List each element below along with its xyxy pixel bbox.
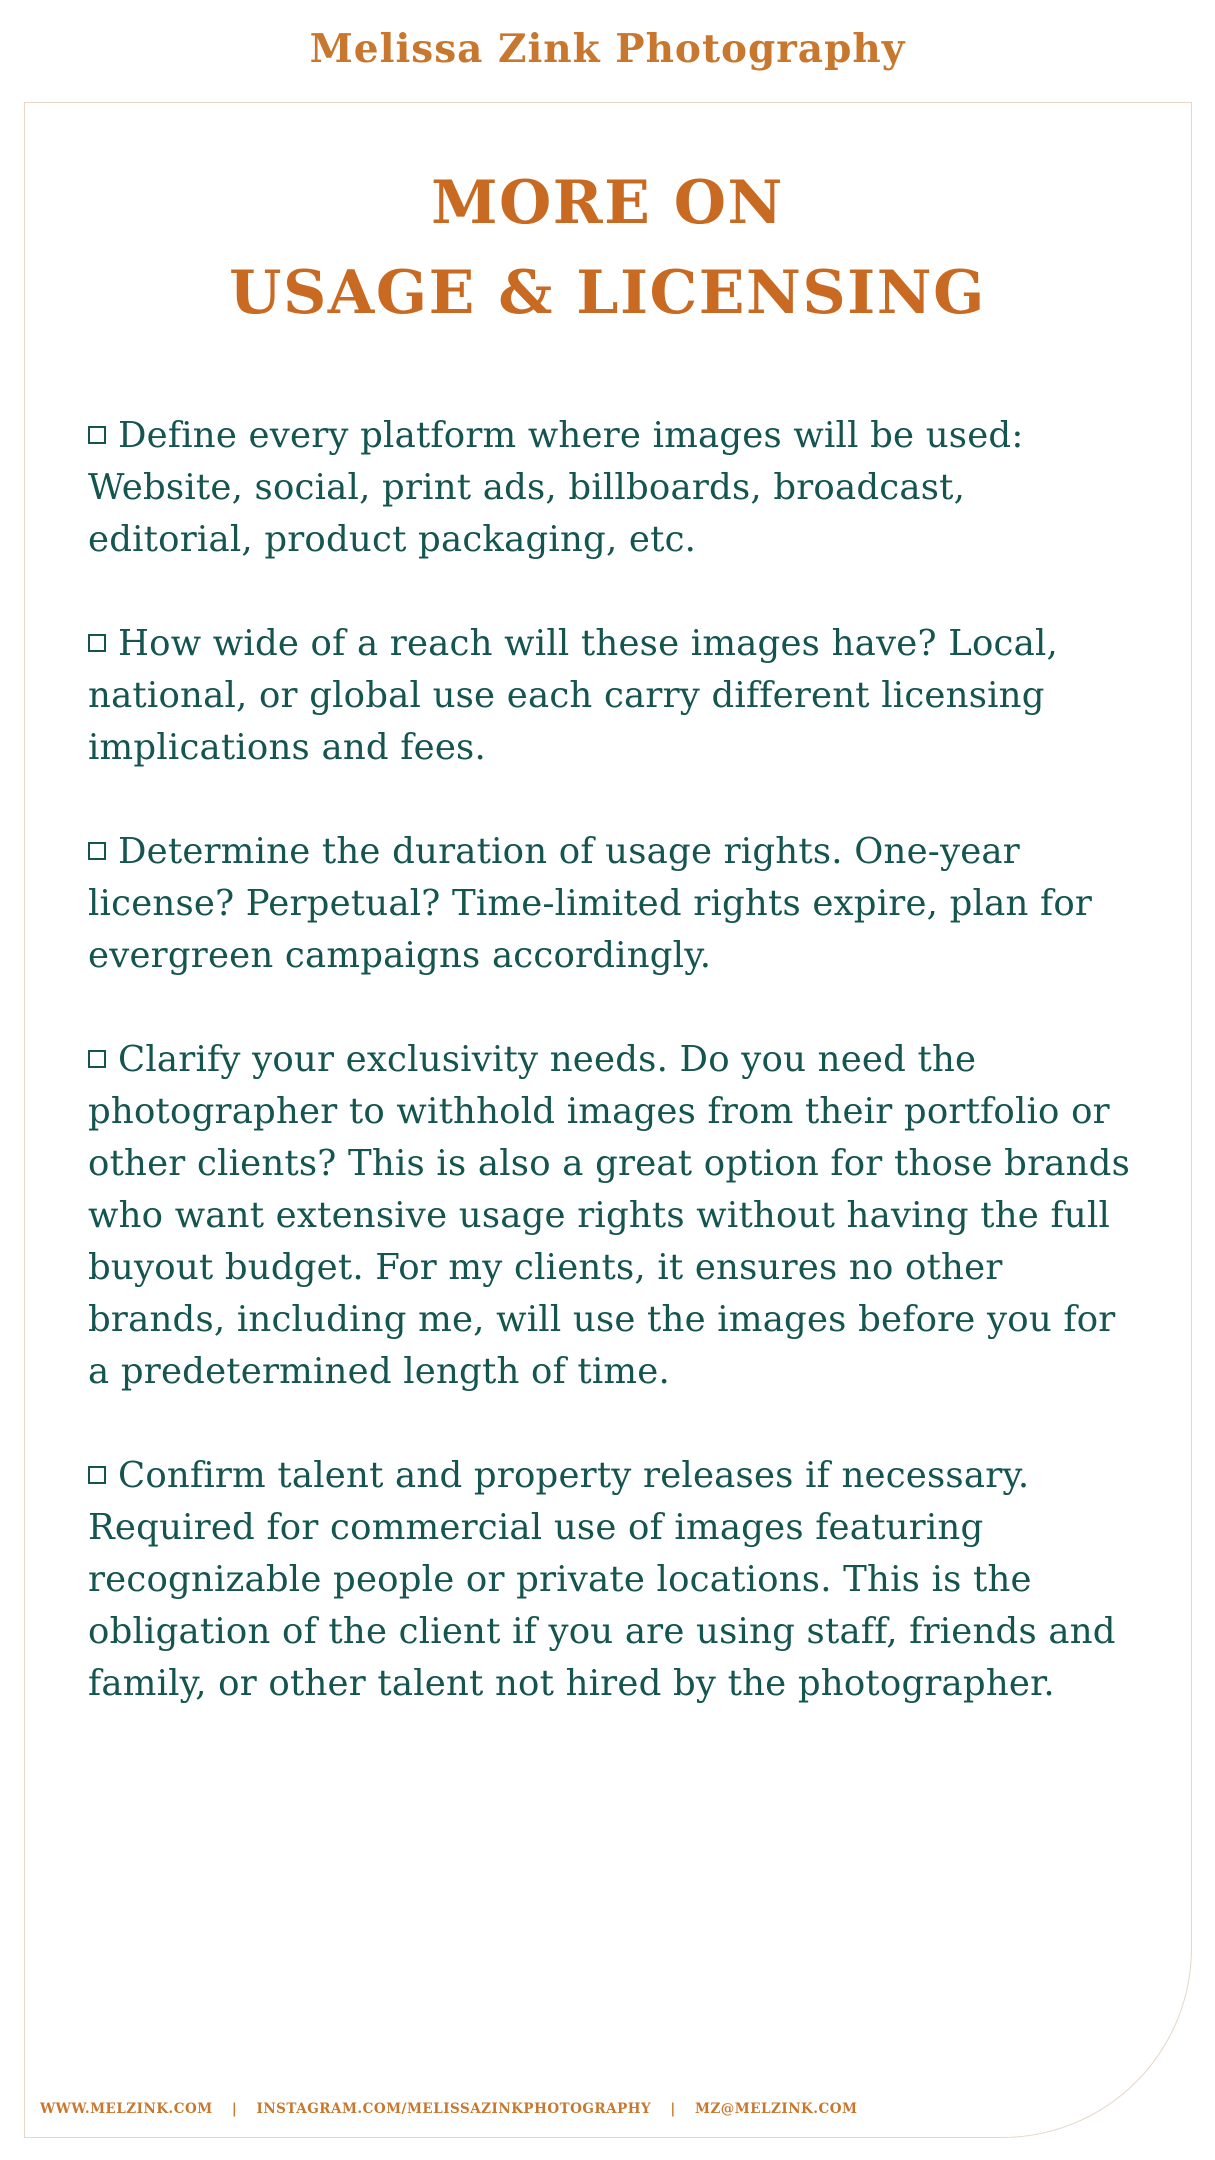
- checklist-item-text: Clarify your exclusivity needs. Do you need the photographer to withhold images from their portfolio or other clients? This is also a great option for those brands who want extensive usage rights without having the full buyout budget. For my clients, it ensures no other brands, including me, will use the images before you for a predetermined length of time.: [88, 1039, 1131, 1392]
- checkbox-icon: [88, 634, 106, 652]
- checkbox-icon: [88, 426, 106, 444]
- checklist-item: [88, 1034, 1138, 1398]
- checklist-item-text: Define every platform where images will be used: Website, social, print ads, billboards, broadcast, editorial, product packaging, etc.: [88, 415, 1024, 560]
- footer-website-link[interactable]: WWW.MELZINK.COM: [40, 2101, 213, 2117]
- page-title: [0, 158, 1215, 338]
- title-line-2: USAGE & LICENSING: [229, 258, 986, 328]
- brand-name: Melissa Zink Photography: [309, 26, 906, 72]
- checklist-item: [88, 410, 1138, 566]
- checklist-item-text: How wide of a reach will these images have? Local, national, or global use each carry different licensing implications and fees.: [88, 623, 1059, 768]
- checkbox-icon: [88, 1050, 106, 1068]
- checkbox-icon: [88, 1466, 106, 1484]
- footer-contact: [40, 2101, 857, 2117]
- checklist-item: [88, 618, 1138, 774]
- footer-separator: |: [670, 2101, 676, 2117]
- checklist-item-text: Determine the duration of usage rights. One-year license? Perpetual? Time-limited rights expire, plan for evergreen campaigns accordingly.: [88, 831, 1093, 976]
- title-line-1: MORE ON: [431, 168, 784, 238]
- footer-instagram-link[interactable]: INSTAGRAM.COM/MELISSAZINKPHOTOGRAPHY: [256, 2101, 652, 2117]
- footer-separator: |: [231, 2101, 238, 2117]
- checklist-item-text: Confirm talent and property releases if necessary. Required for commercial use of images featuring recognizable people or private locations. This is the obligation of the client if you are using staff, friends and family, or other talent not hired by the photographer.: [88, 1455, 1116, 1704]
- checklist-item: [88, 1450, 1138, 1710]
- checklist: [88, 410, 1138, 1762]
- checkbox-icon: [88, 842, 106, 860]
- footer-email-link[interactable]: MZ@MELZINK.COM: [695, 2101, 858, 2117]
- checklist-item: [88, 826, 1138, 982]
